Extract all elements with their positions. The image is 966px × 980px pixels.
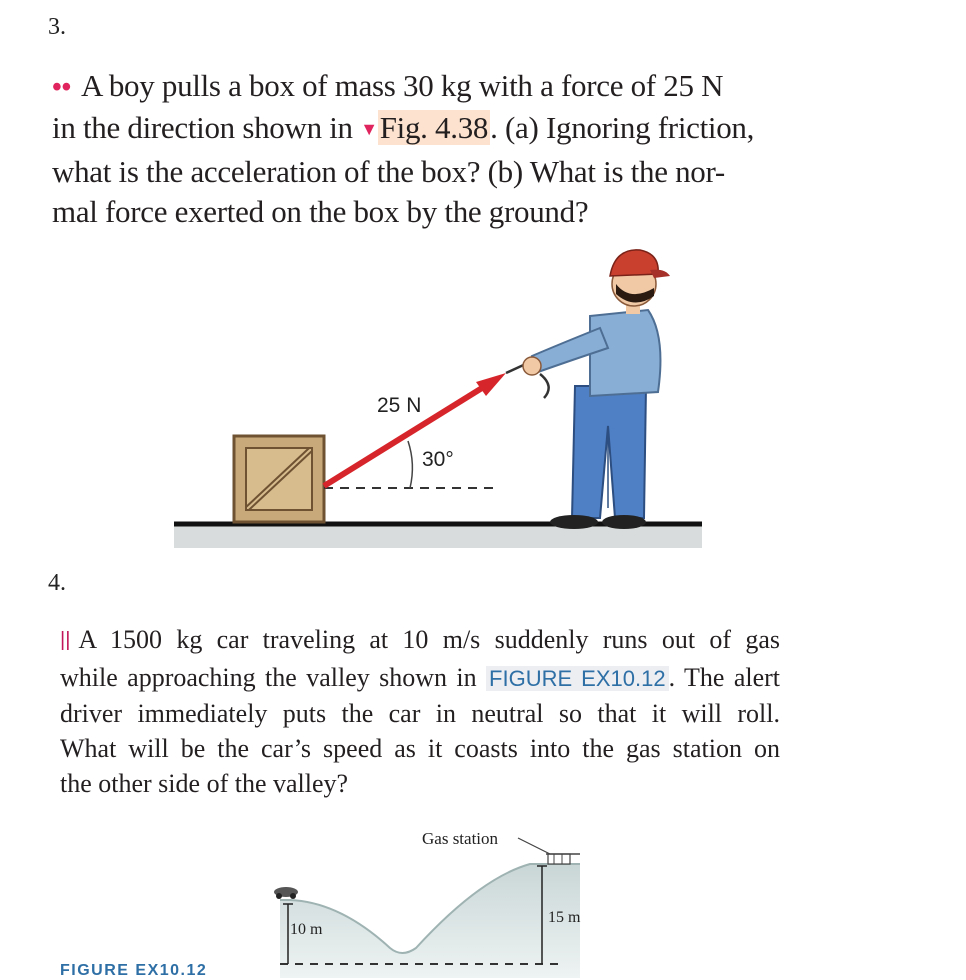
triangle-down-icon: ▼ xyxy=(360,119,378,139)
figure-reference-link[interactable]: FIGURE EX10.12 xyxy=(486,666,669,691)
difficulty-marker: •• xyxy=(52,72,72,103)
q3-line-2: in the direction shown in ▼Fig. 4.38. (a) Ignoring friction, xyxy=(52,110,755,145)
boy xyxy=(523,250,670,529)
q4-line-5: the other side of the valley? xyxy=(60,769,349,798)
left-height-label: 10 m xyxy=(290,921,323,938)
angle-label: 30° xyxy=(422,448,454,471)
gas-station-icon xyxy=(546,854,580,864)
question-4-text xyxy=(60,622,780,801)
valley-terrain xyxy=(280,864,580,978)
question-4-number: 4. xyxy=(48,570,66,596)
q4-line-2: while approaching the valley shown in FIGURE EX10.12 . The alert xyxy=(60,663,781,692)
question-3-text xyxy=(52,66,902,232)
figure-valley xyxy=(250,818,610,978)
right-height-label: 15 m xyxy=(548,909,581,926)
q4-line-3: driver immediately puts the car in neutral so that it will roll. xyxy=(60,699,780,728)
box xyxy=(234,436,324,522)
q3-line-3: what is the acceleration of the box? (b) What is the nor- xyxy=(52,154,725,189)
difficulty-marker: || xyxy=(60,629,71,651)
figure-boy-pulling-box xyxy=(160,236,720,556)
gas-station-label: Gas station xyxy=(422,829,499,848)
force-label: 25 N xyxy=(377,394,422,417)
q4-line-1: || A 1500 kg car traveling at 10 m/s suddenly runs out of gas xyxy=(60,625,780,654)
angle-arc xyxy=(408,441,412,488)
gas-station-pointer xyxy=(518,838,550,854)
q4-line-4: What will be the car’s speed as it coasts into the gas station on xyxy=(60,734,780,763)
figure-reference-link[interactable]: Fig. 4.38 xyxy=(379,110,489,145)
figure-caption: FIGURE EX10.12 xyxy=(60,962,208,979)
car-icon xyxy=(274,887,298,899)
question-3-number: 3. xyxy=(48,14,66,40)
q3-line-1: •• A boy pulls a box of mass 30 kg with a force of 25 N xyxy=(52,68,724,103)
q3-line-4: mal force exerted on the box by the ground? xyxy=(52,194,589,229)
